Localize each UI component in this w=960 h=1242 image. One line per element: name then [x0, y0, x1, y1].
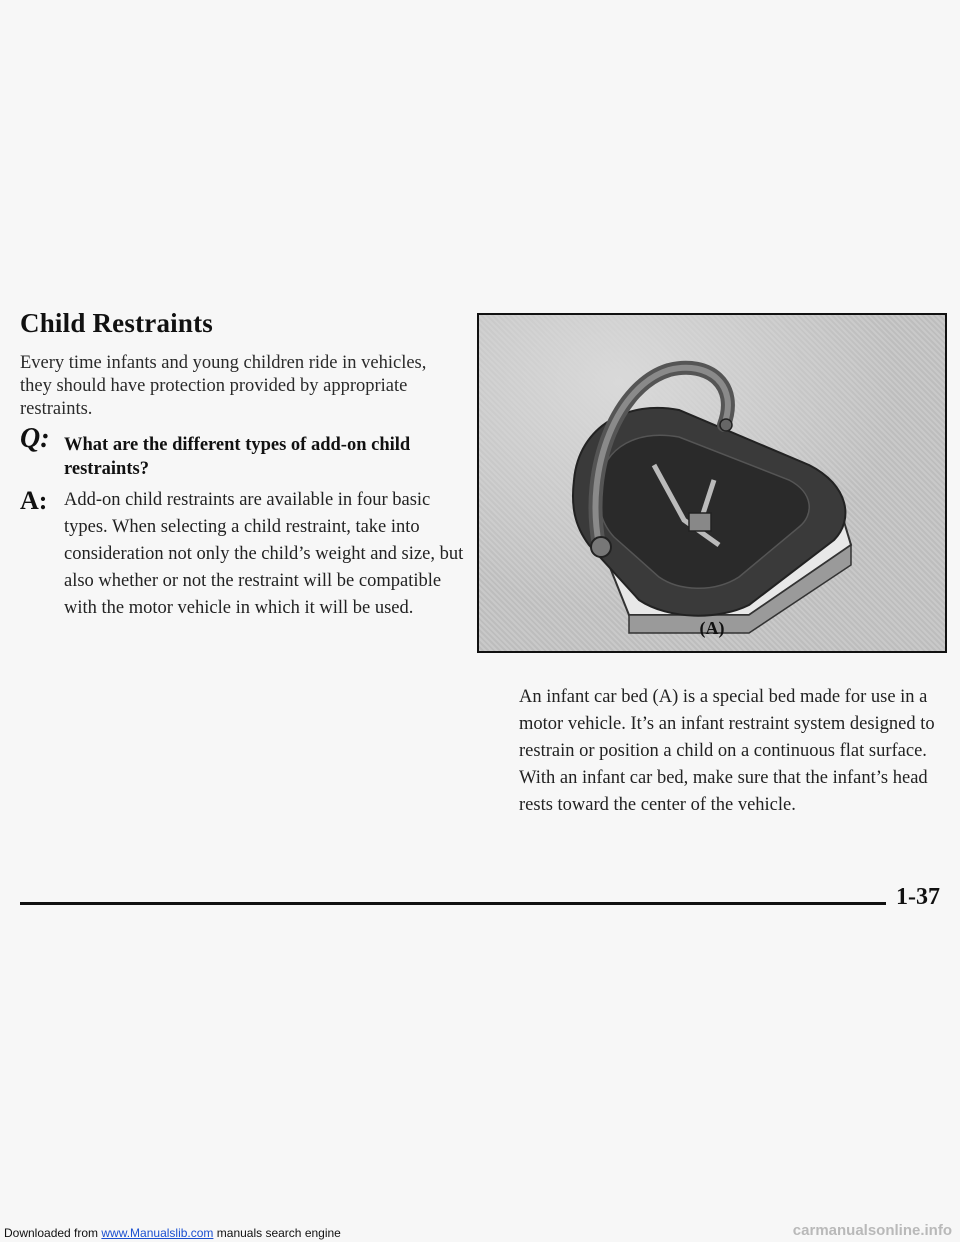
section-title: Child Restraints	[20, 308, 213, 338]
answer-text: Add-on child restraints are available in four basic types. When selecting a child restraint, take into consideration not only the child’s weight and size, but also whether or not the restraint will be compatible with the motor vehicle in which it will be used.	[64, 490, 464, 618]
intro-paragraph: Every time infants and young children ride in vehicles, they should have protection provided by appropriate restraints.	[20, 353, 427, 419]
answer-marker: A:	[20, 486, 48, 515]
figure-label: (A)	[699, 618, 725, 638]
infant-car-bed-figure	[477, 313, 947, 653]
question-marker: Q:	[20, 423, 50, 454]
infant-car-bed-icon	[479, 315, 945, 651]
footer-suffix: manuals search engine	[213, 1226, 341, 1240]
footer-divider	[20, 902, 886, 905]
download-footer	[4, 1226, 341, 1240]
footer-prefix: Downloaded from	[4, 1226, 102, 1240]
page-number: 1-37	[896, 884, 940, 910]
manualslib-link[interactable]: www.Manualslib.com	[101, 1226, 214, 1240]
question-text: What are the different types of add-on child restraints?	[64, 435, 411, 479]
infant-car-bed-paragraph: An infant car bed (A) is a special bed made for use in a motor vehicle. It’s an infant restraint system designed to restrain or position a child on a continuous flat surface. With an infant car bed, make sure that the infant’s head rests toward the center of the vehicle.	[519, 687, 935, 815]
watermark: carmanualsonline.info	[792, 1222, 952, 1239]
